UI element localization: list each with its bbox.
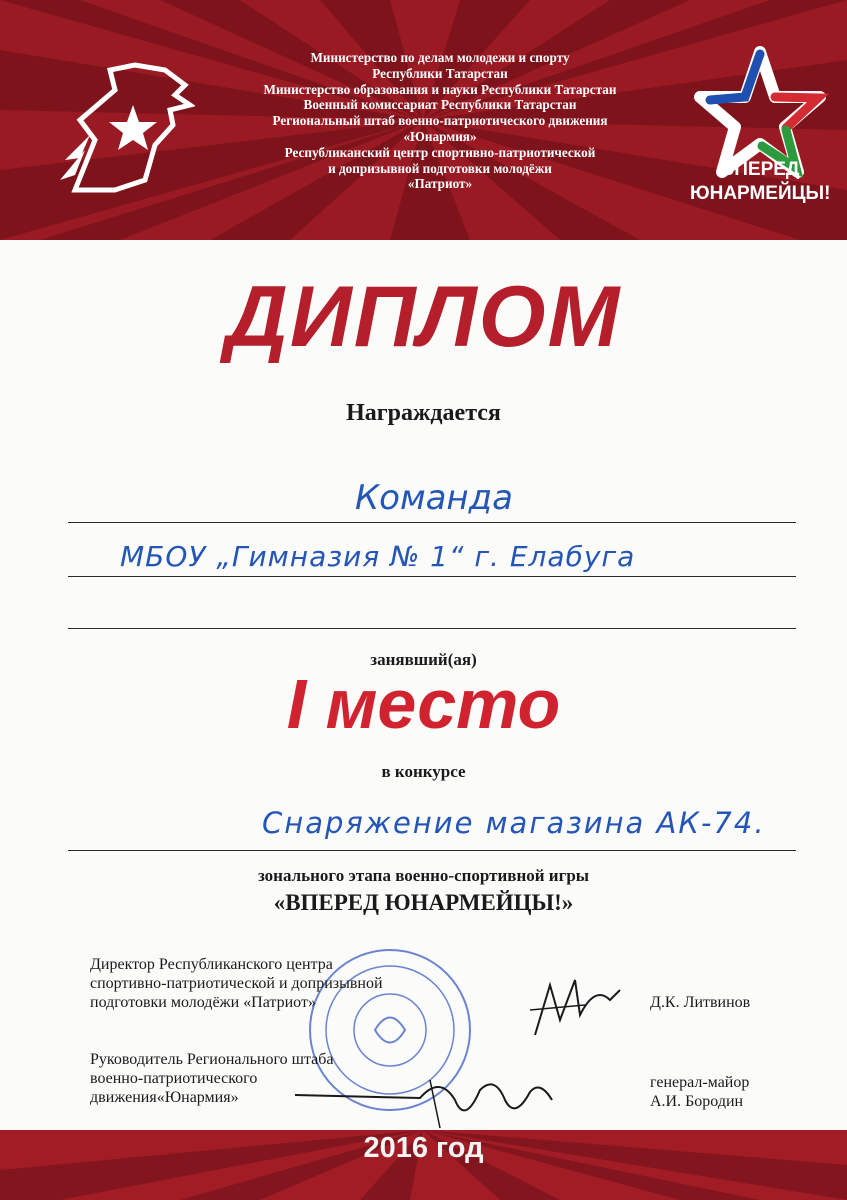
director-title-line: Директор Республиканского центра (90, 956, 333, 973)
game-title: «ВПЕРЕД ЮНАРМЕЙЦЫ!» (273, 890, 574, 915)
head-title-line: движения«Юнармия» (90, 1089, 239, 1106)
diploma-title: ДИПЛОМ (225, 269, 622, 365)
organizer-line: Министерство образования и науки Республики Татарстан (263, 81, 617, 97)
contest-name: Снаряжение магазина АК-74. (262, 806, 766, 840)
organizer-line: Республики Татарстан (372, 65, 508, 81)
contest-label: в конкурсе (381, 762, 466, 781)
header-banner (0, 0, 847, 240)
awarded-label: Награждается (346, 400, 501, 426)
slogan-logo-text (690, 158, 830, 206)
director-title-line: подготовки молодёжи «Патриот» (90, 994, 316, 1011)
director-title-line: спортивно-патриотической и допризывной (90, 975, 383, 992)
director-signature (525, 965, 625, 1045)
organizer-line: «Юнармия» (403, 128, 477, 144)
occupied-label: занявший(ая) (370, 650, 477, 669)
fill-line (68, 628, 796, 629)
year-label: 2016 год (363, 1132, 484, 1164)
head-signature (290, 1070, 560, 1130)
director-title (90, 955, 383, 1012)
slogan-line-2: ЮНАРМЕЙЦЫ! (690, 183, 831, 204)
organizer-line: Министерство по делам молодежи и спорту (310, 50, 570, 65)
organizer-line: и допризывной подготовки молодёжи (328, 160, 552, 176)
fill-line (68, 576, 796, 577)
organizer-line: Республиканский центр спортивно-патриотической (284, 144, 596, 160)
recipient-line-2: МБОУ „Гимназия № 1“ г. Елабуга (120, 540, 636, 573)
head-rank: генерал-майор (650, 1074, 750, 1091)
recipient-line-1: Команда (355, 478, 513, 518)
organizers-list (190, 50, 690, 192)
slogan-line-1: ВПЕРЕД (720, 159, 800, 180)
organizer-line: Военный комиссариат Республики Татарстан (303, 97, 577, 113)
fill-line (68, 850, 796, 851)
head-signature-block (650, 1073, 749, 1111)
organizer-line: «Патриот» (407, 176, 473, 192)
fill-line (68, 522, 796, 523)
head-title-line: военно-патриотического (90, 1070, 258, 1087)
yunarmiya-eagle-logo (55, 50, 195, 200)
head-name: А.И. Бородин (650, 1093, 744, 1110)
director-name: Д.К. Литвинов (650, 994, 751, 1011)
head-title-line: Руководитель Регионального штаба (90, 1051, 334, 1068)
organizer-line: Региональный штаб военно-патриотического движения (272, 113, 608, 129)
place-title: I место (286, 665, 561, 743)
stage-text: зонального этапа военно-спортивной игры (257, 866, 590, 885)
